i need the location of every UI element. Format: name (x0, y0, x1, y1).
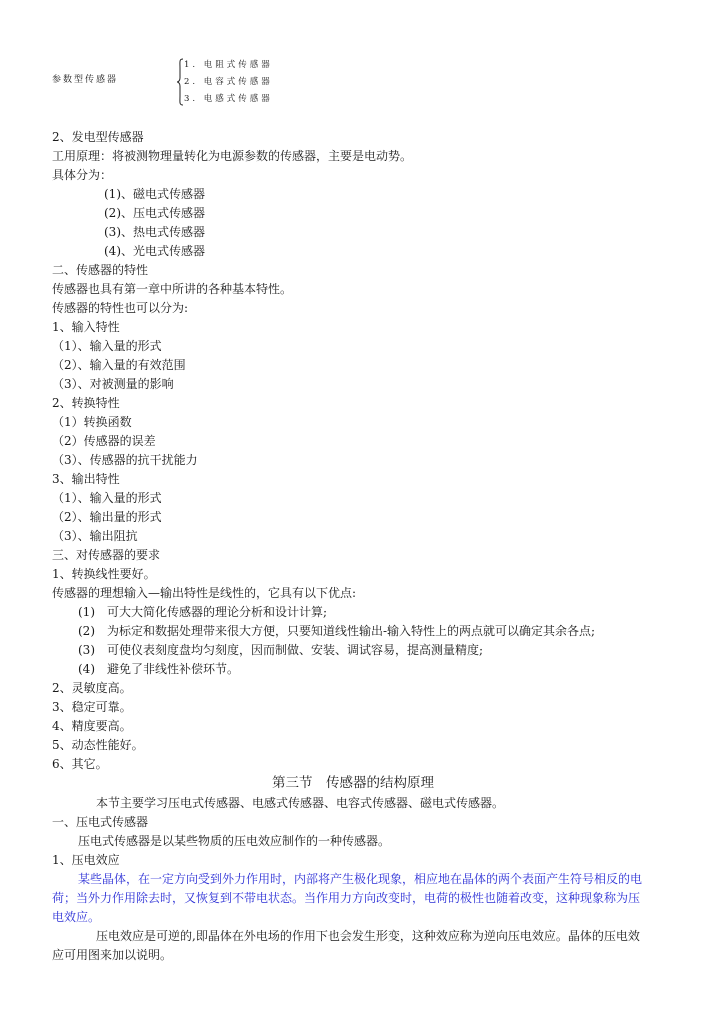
subheading: 2、转换特性 (52, 396, 120, 410)
brace-item-1: 1. 电阻式传感器 (184, 60, 273, 70)
paragraph: 压电效应是可逆的,即晶体在外电场的作用下也会发生形变，这种效应称为逆向压电效应。晶体的压电效 (96, 929, 640, 943)
brace-item-2: 2. 电容式传感器 (184, 77, 273, 87)
list-item: （2）传感器的误差 (52, 434, 156, 448)
subheading: 4、精度要高。 (52, 719, 132, 733)
parametric-sensor-brace-list (52, 56, 352, 106)
paragraph: 应可用图来加以说明。 (52, 948, 173, 962)
list-item: (1)、磁电式传感器 (104, 187, 205, 201)
list-item: (3)、热电式传感器 (104, 225, 205, 239)
paragraph: 传感器也具有第一章中所讲的各种基本特性。 (52, 282, 293, 296)
list-item: （2）、输入量的有效范围 (52, 358, 186, 372)
list-item: （1）、输入量的形式 (52, 491, 162, 505)
subheading: 5、动态性能好。 (52, 738, 144, 752)
paragraph: 本节主要学习压电式传感器、电感式传感器、电容式传感器、磁电式传感器。 (96, 796, 505, 810)
paragraph: 具体分为： (52, 168, 113, 182)
chapter-title: 第三节 传感器的结构原理 (272, 775, 434, 791)
brace-item-3: 3. 电感式传感器 (184, 94, 273, 104)
subheading: 3、输出特性 (52, 472, 120, 486)
list-item: （3）、传感器的抗干扰能力 (52, 453, 198, 467)
definition-text: 荷；当外力作用除去时，又恢复到不带电状态。当作用力方向改变时，电荷的极性也随着改变，这种现象称为压 (52, 891, 641, 905)
list-item: （1）转换函数 (52, 415, 132, 429)
paragraph: 传感器的特性也可以分为: (52, 301, 189, 315)
subheading: 1、转换线性要好。 (52, 567, 156, 581)
subheading: 1、压电效应 (52, 853, 120, 867)
list-item: （3）、对被测量的影响 (52, 377, 174, 391)
subheading: 6、其它。 (52, 757, 108, 771)
section-heading: 三、对传感器的要求 (52, 548, 161, 562)
definition-text: 某些晶体，在一定方向受到外力作用时，内部将产生极化现象，相应地在晶体的两个表面产生符号相反的电 (78, 872, 643, 886)
paragraph: 传感器的理想输入—输出特性是线性的，它具有以下优点: (52, 586, 357, 600)
paragraph: 压电式传感器是以某些物质的压电效应制作的一种传感器。 (78, 834, 391, 848)
list-item: （3）、输出阻抗 (52, 529, 138, 543)
section-heading: 二、传感器的特性 (52, 263, 149, 277)
list-item: (2) 为标定和数据处理带来很大方便，只要知道线性输出-输入特性上的两点就可以确定其余各点; (78, 624, 596, 638)
list-item: (4) 避免了非线性补偿环节。 (78, 662, 239, 676)
list-item: (4)、光电式传感器 (104, 244, 205, 258)
subheading: 1、输入特性 (52, 320, 120, 334)
list-item: (2)、压电式传感器 (104, 206, 205, 220)
section-heading: 2、发电型传感器 (52, 130, 144, 144)
subheading: 3、稳定可靠。 (52, 700, 132, 714)
paragraph: 工用原理：将被测物理量转化为电源参数的传感器，主要是电动势。 (52, 149, 413, 163)
list-item: （2）、输出量的形式 (52, 510, 162, 524)
brace-label: 参数型传感器 (52, 75, 119, 85)
list-item: (3) 可使仪表刻度盘均匀刻度，因而制做、安装、调试容易，提高测量精度; (78, 643, 484, 657)
definition-text: 电效应。 (52, 910, 101, 924)
list-item: （1）、输入量的形式 (52, 339, 162, 353)
curly-brace-icon (176, 58, 184, 106)
subheading: 2、灵敏度高。 (52, 681, 132, 695)
section-heading: 一、压电式传感器 (52, 815, 149, 829)
list-item: (1) 可大大简化传感器的理论分析和设计计算; (78, 605, 328, 619)
